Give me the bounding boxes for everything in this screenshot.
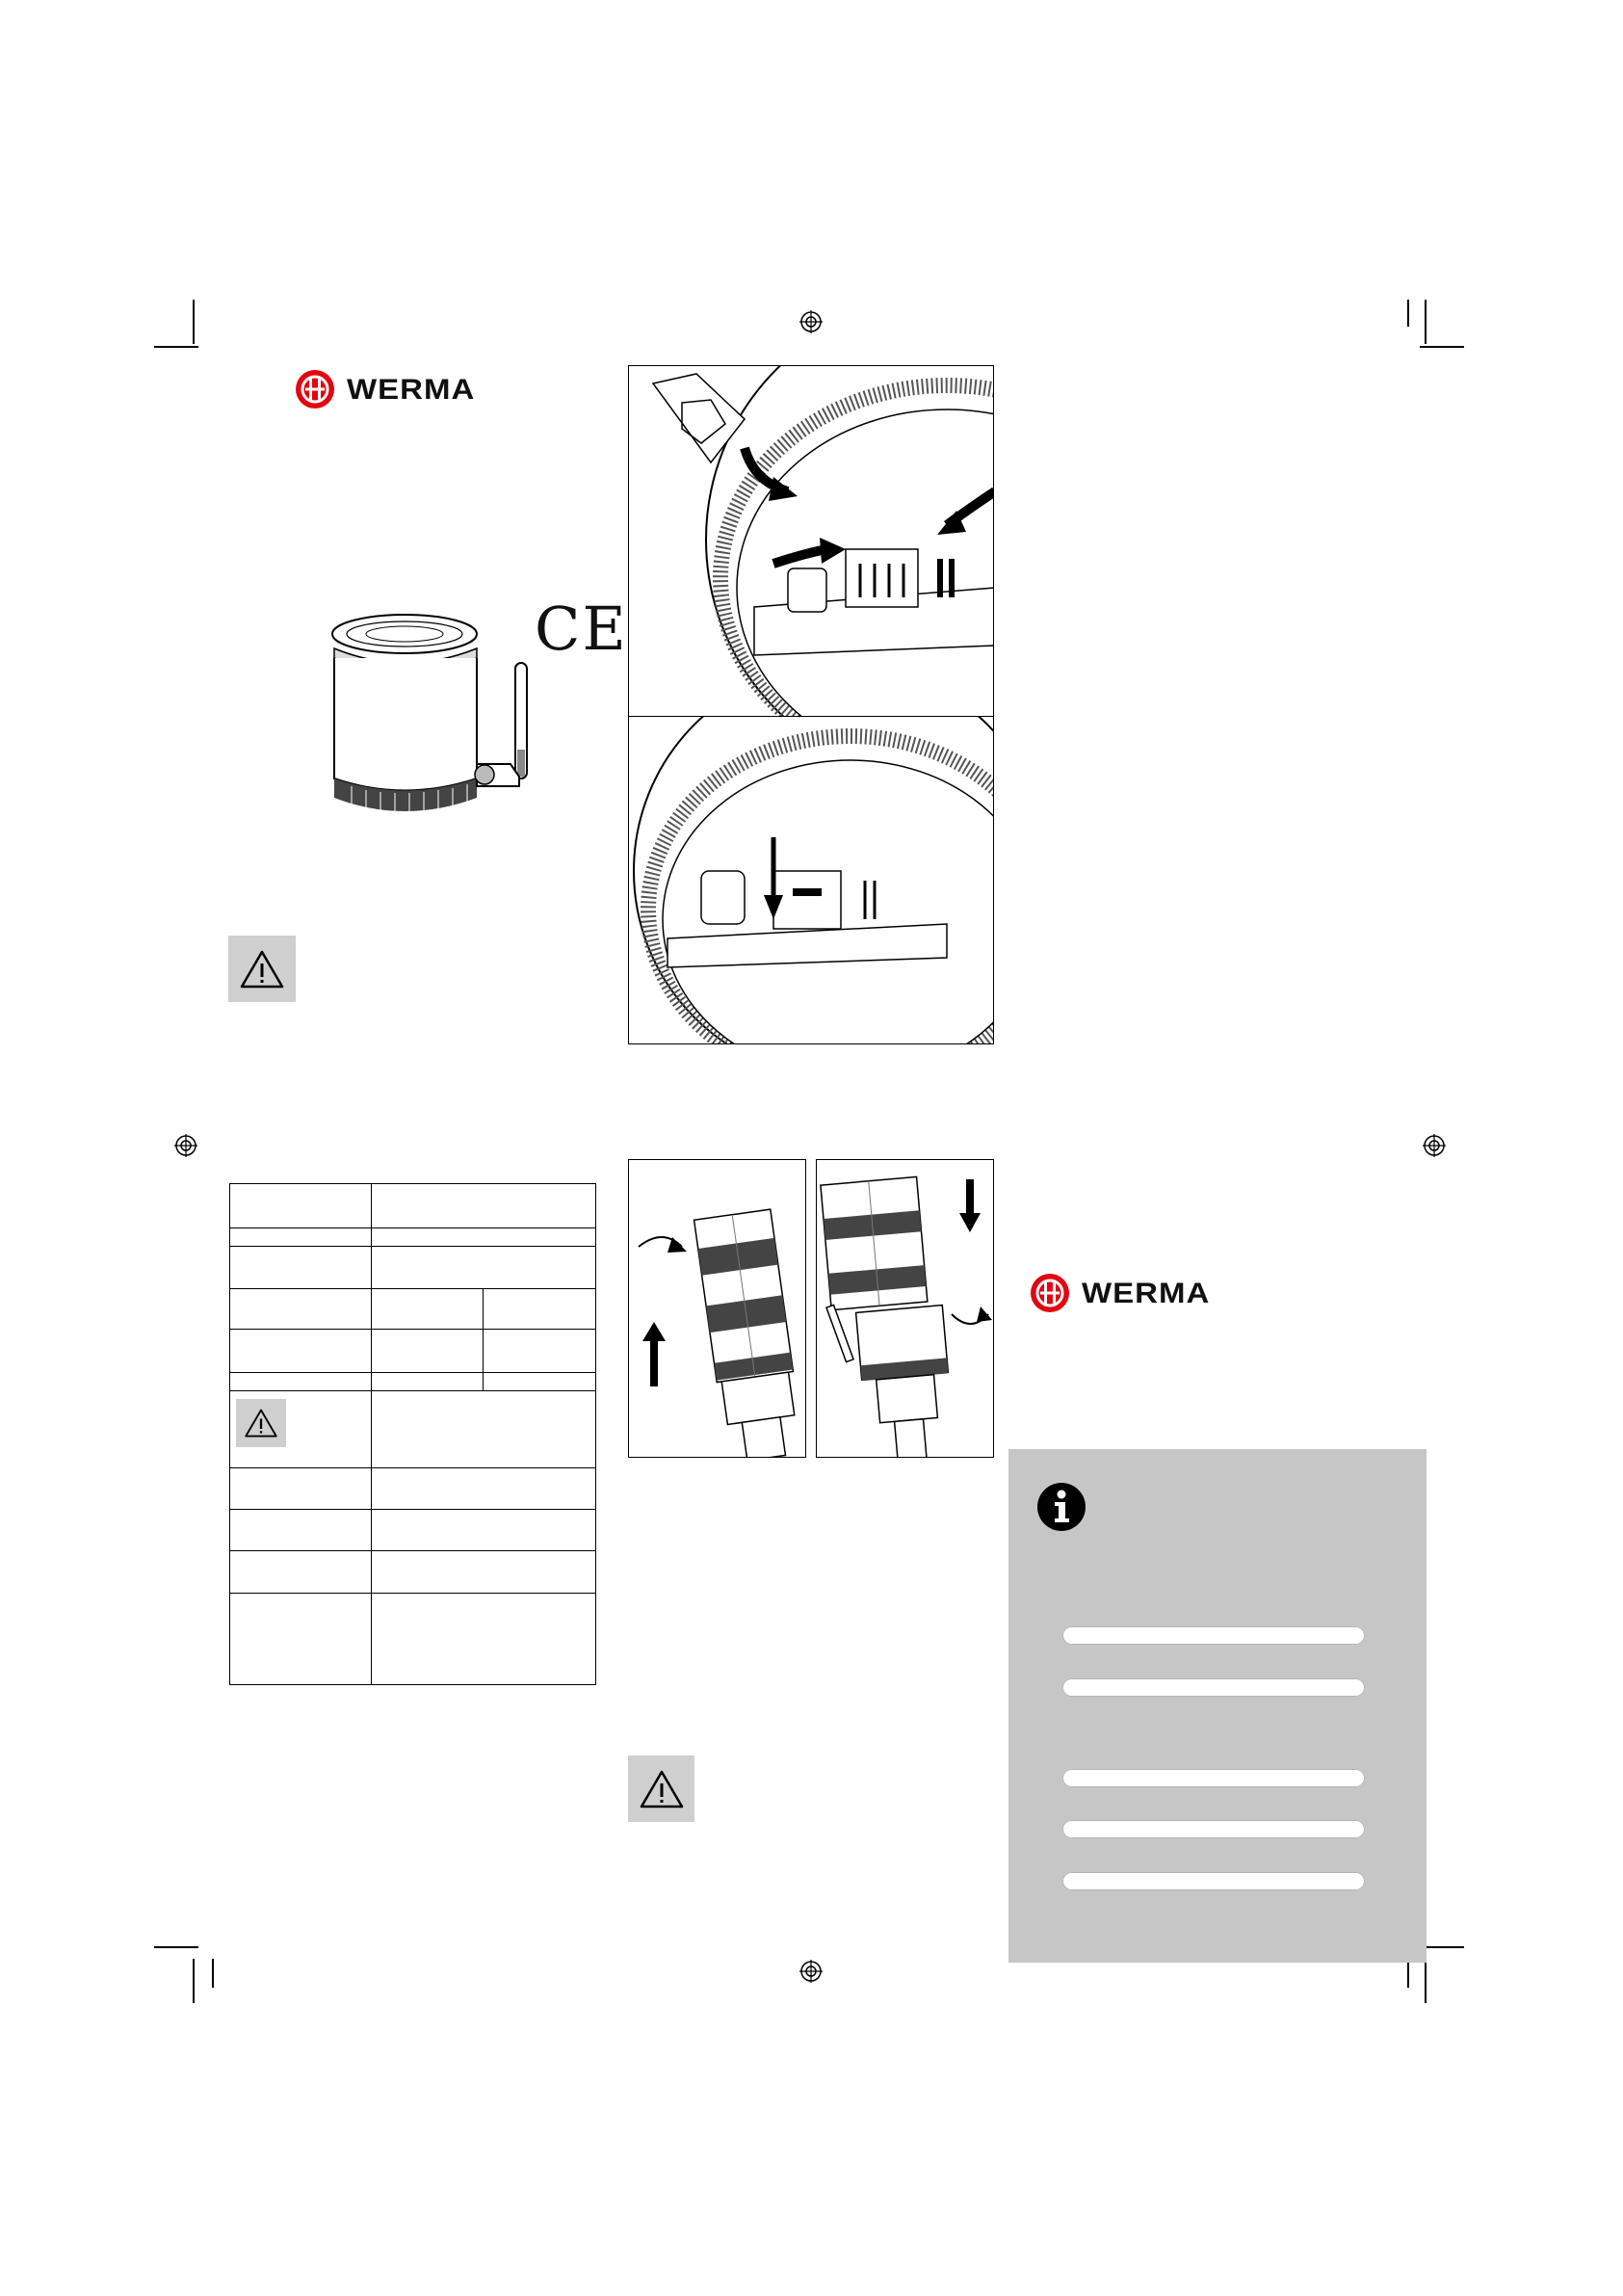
crop-mark [1420, 346, 1464, 348]
table-row [230, 1551, 596, 1594]
table-cell [230, 1468, 372, 1510]
table-cell [372, 1391, 596, 1468]
crop-mark [193, 300, 195, 344]
crop-mark [154, 1946, 198, 1948]
table-cell [230, 1391, 372, 1468]
werma-logo-icon [295, 369, 335, 409]
table-cell [372, 1373, 484, 1391]
werma-logo-icon [1030, 1273, 1070, 1313]
info-panel [1008, 1449, 1427, 1963]
registration-mark-icon [174, 1134, 197, 1157]
table-cell [372, 1510, 596, 1551]
table-cell [484, 1289, 596, 1330]
table-cell [372, 1247, 596, 1289]
table-cell [230, 1551, 372, 1594]
spec-table [229, 1183, 596, 1685]
table-row [230, 1184, 596, 1228]
table-cell [372, 1228, 596, 1247]
table-cell [484, 1373, 596, 1391]
brand-name: WERMA [347, 372, 476, 406]
sim-insert-illustration [629, 366, 994, 717]
table-row [230, 1228, 596, 1247]
table-row [230, 1373, 596, 1391]
table-cell [230, 1330, 372, 1373]
warning-triangle-icon [244, 1408, 278, 1438]
info-field[interactable] [1062, 1769, 1365, 1787]
sim-lock-illustration [629, 717, 994, 1044]
figure-mount-step-2 [816, 1159, 994, 1458]
product-illustration [313, 605, 554, 836]
registration-mark-icon [799, 310, 823, 333]
table-row [230, 1391, 596, 1468]
warning-box [236, 1399, 286, 1447]
table-row [230, 1594, 596, 1685]
table-cell [230, 1373, 372, 1391]
warning-box [228, 936, 296, 1002]
crop-mark [1407, 1959, 1409, 1988]
table-row [230, 1510, 596, 1551]
mount-step-2-illustration [817, 1160, 994, 1458]
table-cell [230, 1510, 372, 1551]
table-row [230, 1330, 596, 1373]
crop-mark [193, 1959, 195, 2003]
mount-step-1-illustration [629, 1160, 806, 1458]
figure-sim-lock [628, 716, 994, 1044]
table-cell [230, 1289, 372, 1330]
ce-mark: CE [535, 594, 628, 664]
table-cell [230, 1228, 372, 1247]
warning-triangle-icon [639, 1769, 685, 1809]
table-cell [230, 1184, 372, 1228]
table-cell [372, 1468, 596, 1510]
crop-mark [1407, 300, 1409, 327]
table-cell [372, 1330, 484, 1373]
warning-triangle-icon [239, 949, 285, 990]
table-row [230, 1468, 596, 1510]
table-cell [230, 1594, 372, 1685]
brand-logo [295, 369, 475, 409]
table-row [230, 1289, 596, 1330]
table-row [230, 1247, 596, 1289]
table-cell [372, 1551, 596, 1594]
crop-mark [212, 1959, 214, 1988]
crop-mark [1425, 1959, 1427, 2003]
table-cell [372, 1289, 484, 1330]
info-field[interactable] [1062, 1820, 1365, 1838]
registration-mark-icon [799, 1960, 823, 1983]
info-field[interactable] [1062, 1626, 1365, 1645]
crop-mark [1425, 300, 1427, 344]
table-cell [230, 1247, 372, 1289]
crop-mark [154, 346, 198, 348]
figure-sim-insert [628, 365, 994, 717]
table-cell [484, 1330, 596, 1373]
figure-mount-step-1 [628, 1159, 806, 1458]
table-cell [372, 1594, 596, 1685]
table-cell [372, 1184, 596, 1228]
warning-box [628, 1755, 694, 1822]
registration-mark-icon [1423, 1134, 1446, 1157]
info-field[interactable] [1062, 1872, 1365, 1890]
info-icon [1036, 1482, 1086, 1532]
brand-logo [1030, 1273, 1210, 1313]
info-field[interactable] [1062, 1678, 1365, 1697]
brand-name: WERMA [1082, 1276, 1211, 1309]
